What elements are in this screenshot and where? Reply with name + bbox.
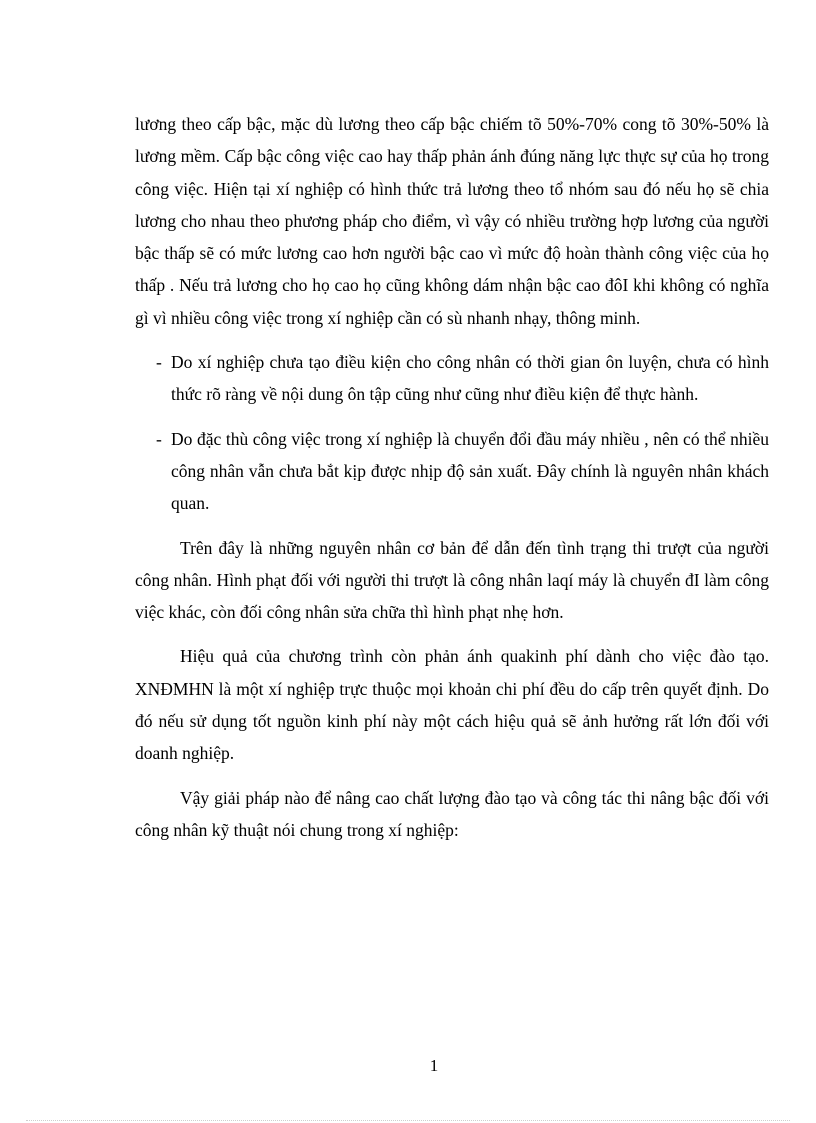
bullet-item — [135, 423, 769, 520]
paragraph-causes-summary: Trên đây là những nguyên nhân cơ bản để dẫn đến tình trạng thi trượt của người công nhân. Hình phạt đối với người thi trượt là công nhân laqí máy là chuyển đI làm công việc khác, còn đối công nhân sửa chữa thì hình phạt nhẹ hơn. — [135, 537, 769, 623]
bullet-item — [135, 346, 769, 411]
page-body — [135, 108, 769, 846]
bullet-dash: - — [156, 352, 162, 373]
page-bottom-edge — [26, 1120, 790, 1121]
bullet-dash: - — [156, 428, 162, 449]
paragraph-solution-question: Vậy giải pháp nào để nâng cao chất lượng đào tạo và công tác thi nâng bậc đối với công nhân kỹ thuật nói chung trong xí nghiệp: — [135, 787, 769, 840]
page-number: 1 — [429, 1056, 439, 1075]
paragraph-training-cost: Hiệu quả của chương trình còn phản ánh quakinh phí dành cho việc đào tạo. XNĐMHN là một xí nghiệp trực thuộc mọi khoản chi phí đều do cấp trên quyết định. Do đó nếu sử dụng tốt nguồn kinh phí này một cách hiệu quả sẽ ảnh hưởng rất lớn đối với doanh nghiệp. — [135, 646, 769, 764]
bullet-text: Do xí nghiệp chưa tạo điều kiện cho công nhân có thời gian ôn luyện, chưa có hình thức rõ ràng về nội dung ôn tập cũng như cũng như điều kiện để thực hành. — [171, 352, 769, 405]
bullet-text: Do đặc thù công việc trong xí nghiệp là chuyển đổi đầu máy nhiều , nên có thể nhiều công nhân vẫn chưa bắt kịp được nhịp độ sản xuất. Đây chính là nguyên nhân khách quan. — [171, 428, 769, 514]
paragraph-wage-structure: lương theo cấp bậc, mặc dù lương theo cấp bậc chiếm tõ 50%-70% cong tõ 30%-50% là lương mềm. Cấp bậc công việc cao hay thấp phản ánh đúng năng lực thực sự của họ trong công việc. Hiện tại xí nghiệp có hình thức trả lương theo tổ nhóm sau đó nếu họ sẽ chia lương cho nhau theo phương pháp cho điểm, vì vậy có nhiều trường hợp lương của người bậc thấp sẽ có mức lương cao hơn người bậc cao vì mức độ hoàn thành công việc của họ thấp . Nếu trả lương cho họ cao họ cũng không dám nhận bậc cao đôI khi không có nghĩa gì vì nhiều công việc trong xí nghiệp cần có sù nhanh nhạy, thông minh. — [135, 114, 769, 328]
